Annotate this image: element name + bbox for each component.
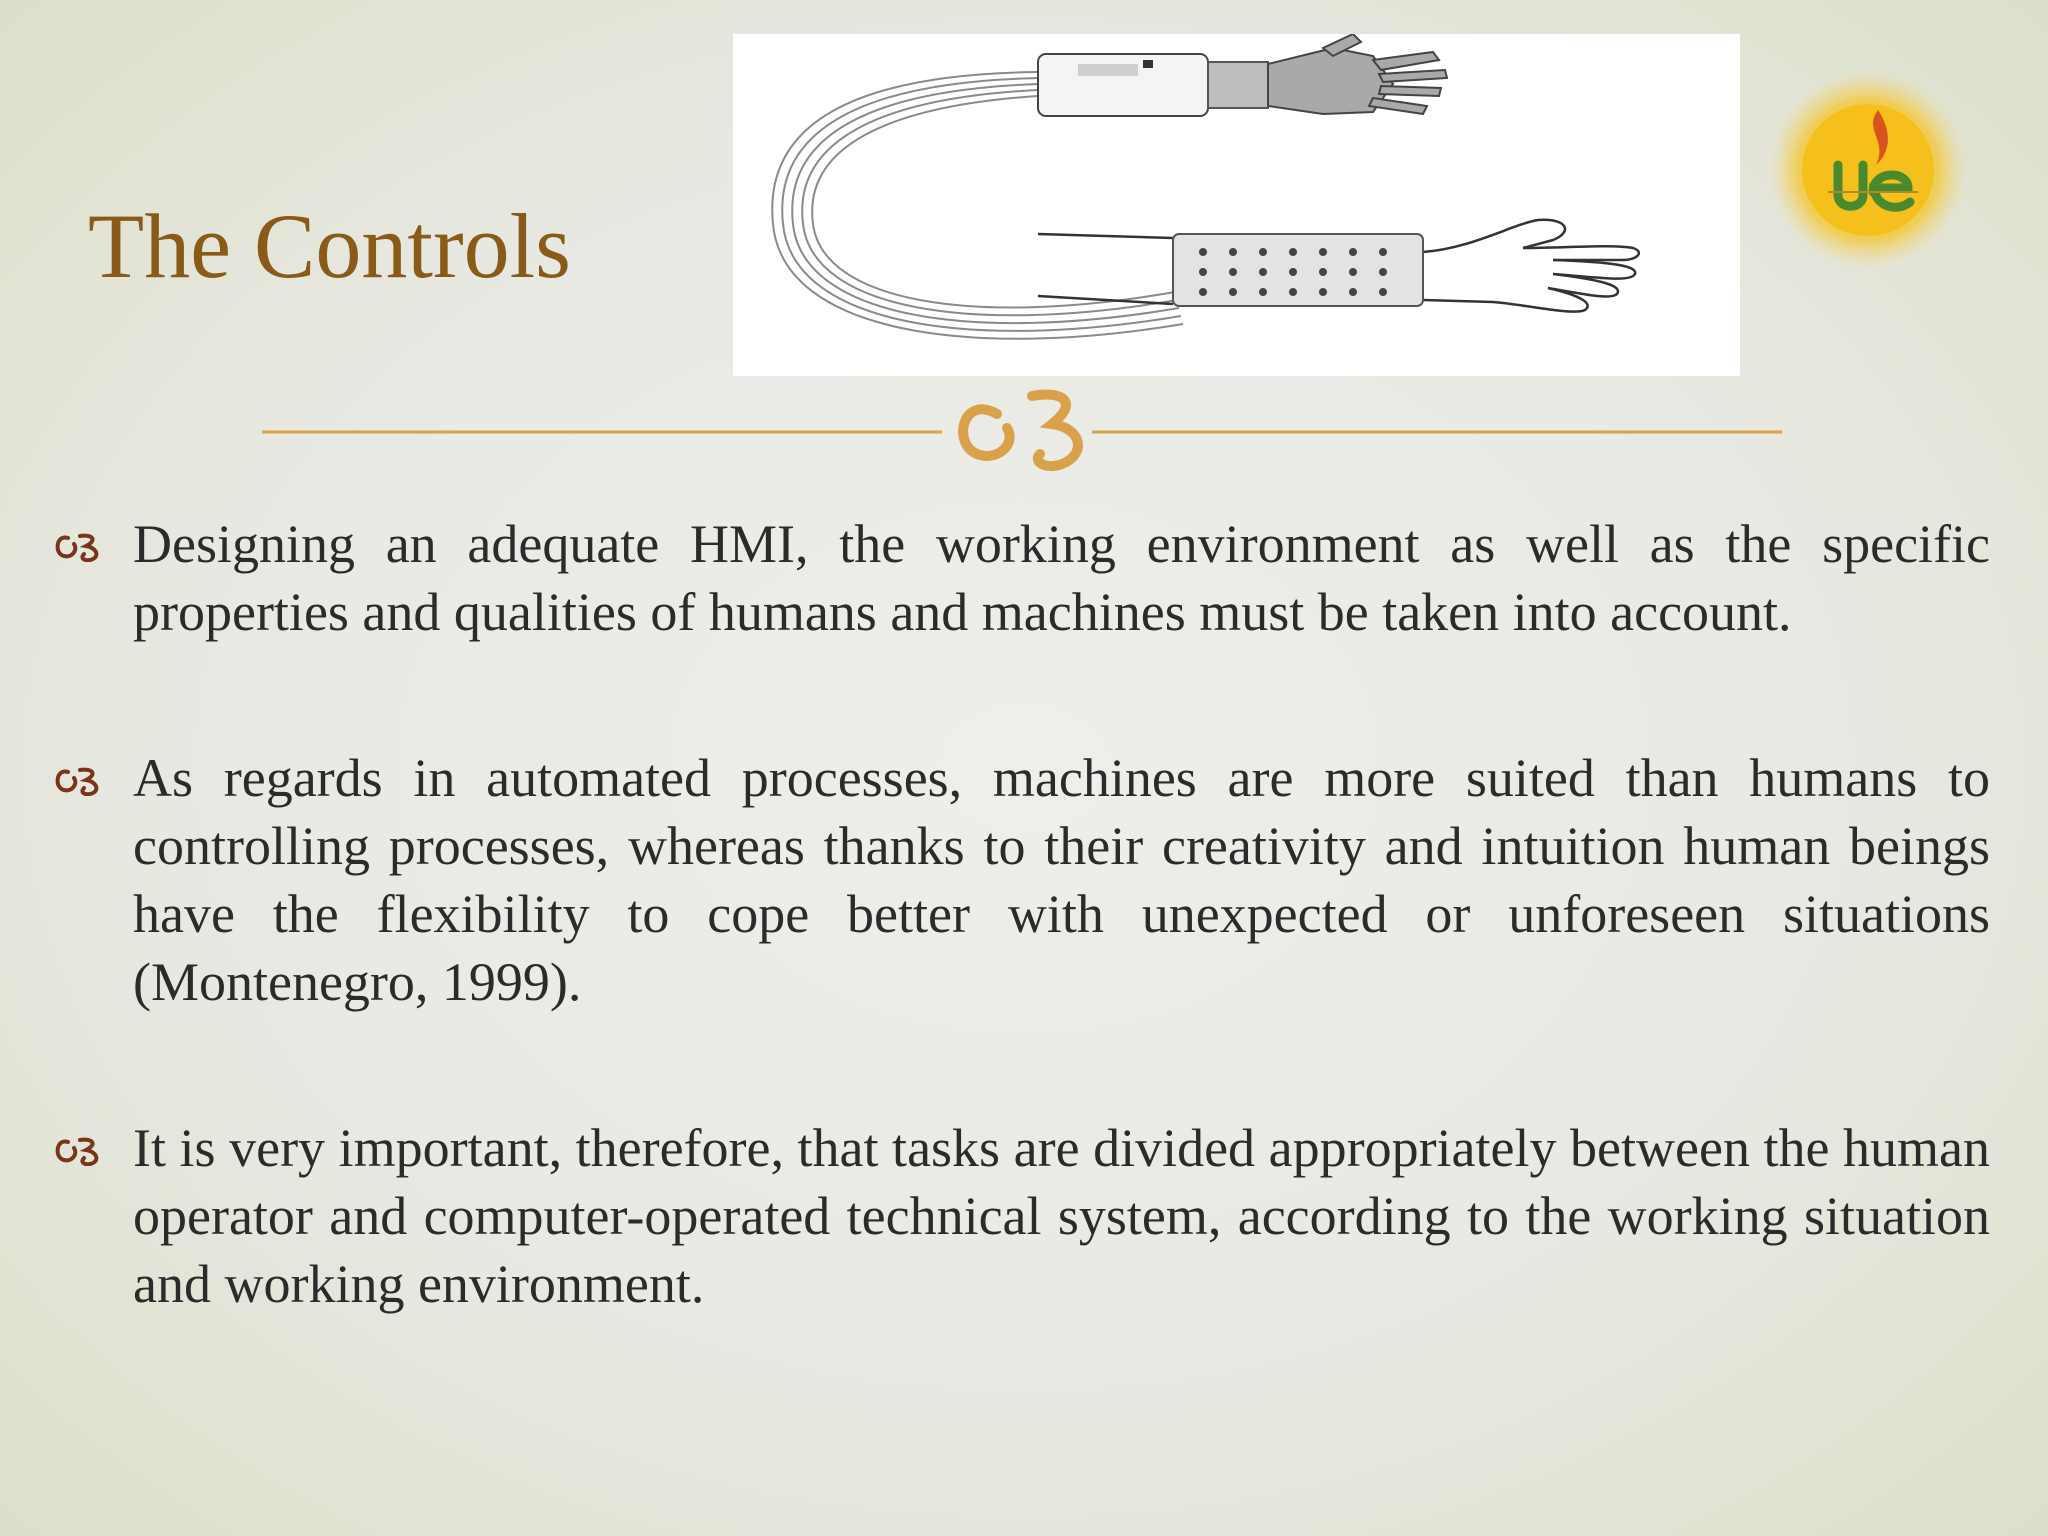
bullet-item <box>48 744 1990 1016</box>
prosthetic-arm-figure <box>733 34 1740 376</box>
bullet-item <box>48 510 1990 646</box>
prosthetic-arm-illustration-icon <box>733 34 1740 376</box>
bullet-list <box>48 510 1990 1416</box>
bullet-item <box>48 1114 1990 1318</box>
title-divider <box>262 384 1782 474</box>
ornamental-swash-icon <box>52 530 102 562</box>
university-logo <box>1768 70 1968 270</box>
ornamental-swash-icon <box>262 384 1782 474</box>
ornamental-swash-icon <box>52 764 102 796</box>
university-logo-icon <box>1768 70 1968 270</box>
bullet-text: As regards in automated processes, machines are more suited than humans to controlling processes, whereas thanks to their creativity and intuition human beings have the flexibility to cope better with unexpected or unforeseen situations (Montenegro, 1999). <box>133 748 1990 1012</box>
slide-title: The Controls <box>88 195 571 297</box>
bullet-text: Designing an adequate HMI, the working environment as well as the specific properties and qualities of humans and machines must be taken into account. <box>133 514 1990 642</box>
ornamental-swash-icon <box>52 1134 102 1166</box>
bullet-text: It is very important, therefore, that tasks are divided appropriately between the human operator and computer-operated technical system, according to the working situation and working environment. <box>133 1118 1990 1314</box>
